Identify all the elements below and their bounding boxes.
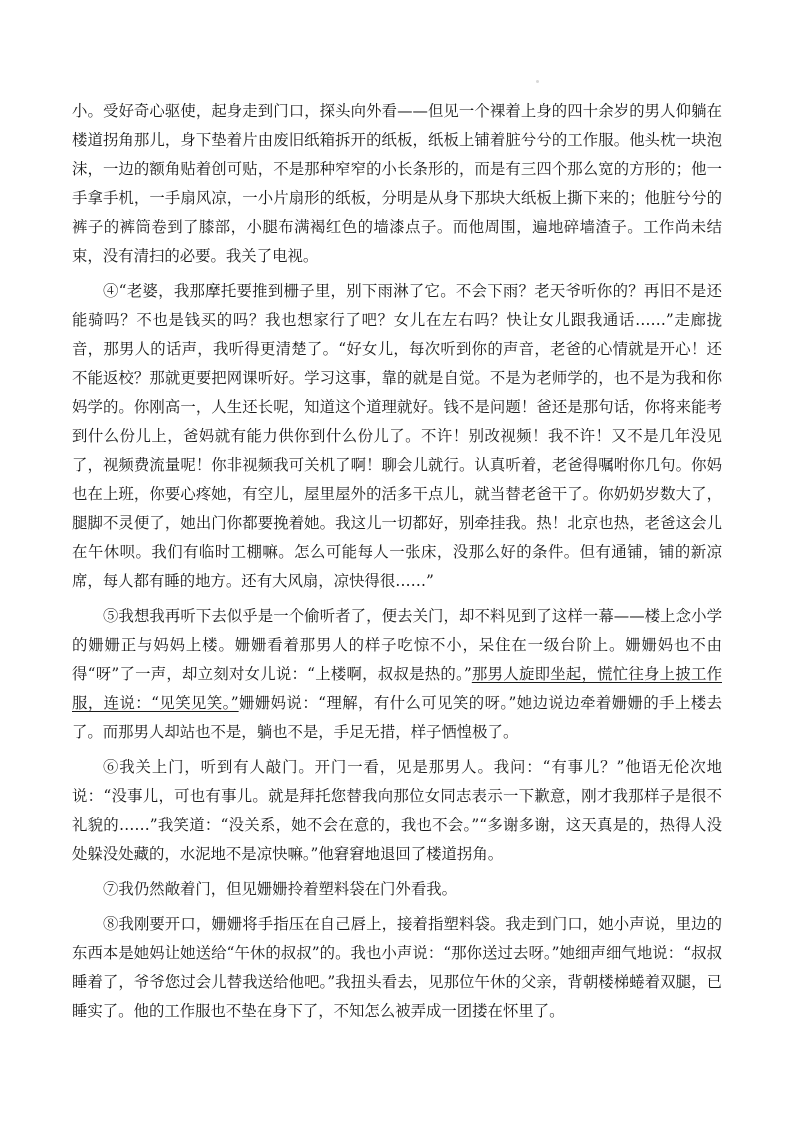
paragraph-6	[72, 753, 722, 869]
paragraph-4	[72, 277, 722, 596]
paragraph-text: 姗姗妈说：“理解，有什么可见笑的呀。”她边说边牵着姗姗的手上楼去了。而那男人却站也不是，躺也不是，手足无措，样子恓惶极了。	[72, 694, 722, 741]
paragraph-text: ⑦我仍然敞着门，但见姗姗拎着塑料袋在门外看我。	[103, 880, 457, 898]
paragraph-8	[72, 910, 722, 1026]
paragraph-7	[72, 875, 722, 904]
paragraph-text: ④“老婆，我那摩托要推到栅子里，别下雨淋了它。不会下雨？老天爷听你的？再旧不是还能骑吗？不也是钱买的吗？我也想家行了吧？女儿在左右吗？快让女儿跟我通话……”走廊拢音，那男人的话声，我听得更清楚了。“好女儿，每次听到你的声音，老爸的心情就是开心！还不能返校？那就更要把网课听好。学习这事，靠的就是自觉。不是为老师学的，也不是为我和你妈学的。你刚高一，人生还长呢，知道这个道理就好。钱不是问题！爸还是那句话，你将来能考到什么份儿上，爸妈就有能力供你到什么份儿了。不许！别改视频！我不许！又不是几年没见了，视频费流量呢！你非视频我可关机了啊！聊会儿就行。认真听着，老爸得嘱咐你几句。你妈也在上班，你要心疼她，有空儿，屋里屋外的活多干点儿，就当替老爸干了。你奶奶岁数大了，腿脚不灵便了，她出门你都要挽着她。我这儿一切都好，别牵挂我。热！北京也热，老爸这会儿在午休呗。我们有临时工棚嘛。怎么可能每人一张床，没那么好的条件。但有通铺，铺的新凉席，每人都有睡的地方。还有大风扇，凉快得很……”	[72, 282, 722, 590]
paragraph-text: ⑤我想我再听下去似乎是一个偷听者了，便去关门，却不料见到了这样一幕——楼上念小学的姗姗正与妈妈上楼。姗姗看着那男人的样子吃惊不小，呆住在一级台阶上。姗姗妈也不由得“呀”了一声，却立刻对女儿说：“上楼啊，叔叔是热的。”	[72, 607, 722, 683]
paragraph-text: 小。受好奇心驱使，起身走到门口，探头向外看——但见一个裸着上身的四十余岁的男人仰躺在楼道拐角那儿，身下垫着片由废旧纸箱拆开的纸板，纸板上铺着脏兮兮的工作服。他头枕一块泡沫，一边的额角贴着创可贴，不是那种窄窄的小长条形的，而是有三四个那么宽的方形的；他一手拿手机，一手扇风凉，一小片扇形的纸板，分明是从身下那块大纸板上撕下来的；他脏兮兮的裤子的裤筒卷到了膝部，小腿布满褐红色的墙漆点子。而他周围，遍地碎墙渣子。工作尚未结束，没有清扫的必要。我关了电视。	[72, 102, 722, 265]
paragraph-text: ⑧我刚要开口，姗姗将手指压在自己唇上，接着指塑料袋。我走到门口，她小声说，里边的东西本是她妈让她送给“午休的叔叔”的。我也小声说：“那你送过去呀。”她细声细气地说：“叔叔睡着了，爷爷您过会儿替我送给他吧。”我扭头看去，见那位午休的父亲，背朝楼梯蜷着双腿，已睡实了。他的工作服也不垫在身下了，不知怎么被弄成一团搂在怀里了。	[72, 915, 722, 1020]
paragraph-3-continued	[72, 97, 722, 271]
article-body	[72, 97, 722, 1032]
underlined-sentence: 那男人旋即坐起，慌忙往身上披工作服，连说：“见笑见笑。”	[72, 665, 722, 712]
paragraph-5	[72, 602, 722, 747]
scan-speck	[536, 80, 539, 83]
paragraph-text: ⑥我关上门，听到有人敲门。开门一看，见是那男人。我问：“有事儿？”他语无伦次地说：“没事儿，可也有事儿。就是拜托您替我向那位女同志表示一下歉意，刚才我那样子是很不礼貌的……”我笑道：“没关系，她不会在意的，我也不会。”“多谢多谢，这天真是的，热得人没处躲没处藏的，水泥地不是凉快嘛。”他窘窘地退回了楼道拐角。	[72, 758, 722, 863]
